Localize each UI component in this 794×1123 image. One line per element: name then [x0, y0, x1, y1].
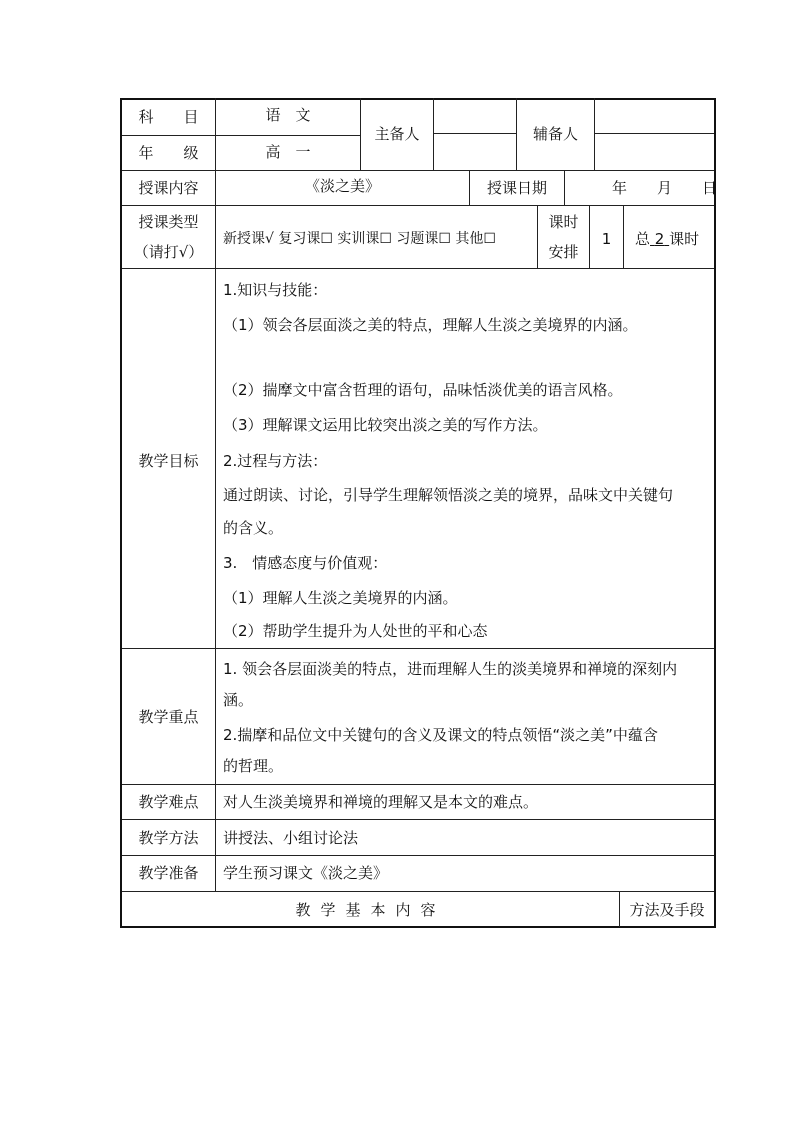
lesson-date-label: 授课日期	[486, 179, 547, 197]
objectives-line: 3. 情感态度与价值观：	[223, 554, 388, 572]
key-points-line: 的哲理。	[223, 757, 284, 775]
col-divider	[564, 170, 565, 205]
objectives-line: （2）揣摩文中富含哲理的语句，品味恬淡优美的语言风格。	[223, 381, 623, 399]
basic-content-header: 教学基本内容	[295, 901, 446, 919]
row-divider	[120, 205, 716, 206]
objectives-label: 教学目标	[138, 452, 199, 470]
total-periods	[635, 229, 699, 249]
subject-label: 科 目	[138, 108, 199, 126]
method-value: 讲授法、小组讨论法	[223, 829, 359, 847]
main-preparer-label: 主备人	[374, 125, 420, 143]
row-divider	[120, 819, 716, 820]
col-divider	[433, 98, 434, 170]
col-divider	[215, 98, 216, 891]
objectives-line: 1.知识与技能：	[223, 281, 328, 299]
key-points-line: 涵。	[223, 691, 254, 709]
grade-label: 年 级	[138, 144, 199, 162]
difficulty-value: 对人生淡美境界和禅境的理解又是本文的难点。	[223, 793, 539, 811]
row-divider	[120, 784, 716, 785]
row-divider	[120, 170, 716, 171]
total-prefix: 总	[635, 230, 651, 248]
table-border-bottom	[120, 926, 716, 928]
col-divider	[623, 205, 624, 268]
preparation-label: 教学准备	[138, 864, 199, 882]
grade-value: 高 一	[265, 143, 311, 161]
objectives-line: （1）理解人生淡之美境界的内涵。	[223, 589, 458, 607]
periods-label-line1: 课时	[548, 213, 579, 231]
objectives-line: （2）帮助学生提升为人处世的平和心态	[223, 622, 488, 640]
col-divider	[594, 98, 595, 170]
lesson-type-label: 授课类型	[138, 213, 199, 231]
objectives-line: （3）理解课文运用比较突出淡之美的写作方法。	[223, 416, 548, 434]
lesson-type-hint: （请打√）	[133, 243, 204, 261]
row-divider	[120, 135, 360, 136]
total-suffix: 课时	[669, 230, 700, 248]
assist-preparer-label: 辅备人	[532, 125, 578, 143]
lesson-content-value: 《淡之美》	[304, 177, 380, 195]
row-divider	[120, 855, 716, 856]
lesson-date-value: 年 月 日	[612, 179, 718, 197]
row-divider	[433, 133, 516, 134]
table-border-right	[714, 98, 716, 928]
objectives-line: （1）领会各层面淡之美的特点，理解人生淡之美境界的内涵。	[223, 316, 638, 334]
row-divider	[120, 268, 716, 269]
method-label: 教学方法	[138, 829, 199, 847]
objectives-line: 的含义。	[223, 519, 284, 537]
objectives-line: 通过朗读、讨论，引导学生理解领悟淡之美的境界，品味文中关键句	[223, 486, 674, 504]
table-border-top	[120, 98, 716, 100]
row-divider	[120, 891, 716, 892]
periods-value: 1	[601, 230, 612, 248]
method-means-header: 方法及手段	[629, 901, 705, 919]
key-points-line: 2.揣摩和品位文中关键句的含义及课文的特点领悟“淡之美”中蕴含	[223, 726, 658, 744]
lesson-type-options: 新授课√ 复习课☐ 实训课☐ 习题课☐ 其他☐	[223, 231, 496, 247]
key-points-line: 1. 领会各层面淡美的特点，进而理解人生的淡美境界和禅境的深刻内	[223, 660, 678, 678]
difficulty-label: 教学难点	[138, 793, 199, 811]
preparation-value: 学生预习课文《淡之美》	[223, 864, 389, 882]
objectives-line: 2.过程与方法：	[223, 452, 328, 470]
periods-label-line2: 安排	[548, 243, 579, 261]
row-divider	[120, 648, 716, 649]
key-points-label: 教学重点	[138, 708, 199, 726]
subject-value: 语 文	[265, 106, 311, 124]
total-value: 2	[654, 230, 665, 248]
lesson-content-label: 授课内容	[138, 179, 199, 197]
row-divider	[594, 133, 716, 134]
